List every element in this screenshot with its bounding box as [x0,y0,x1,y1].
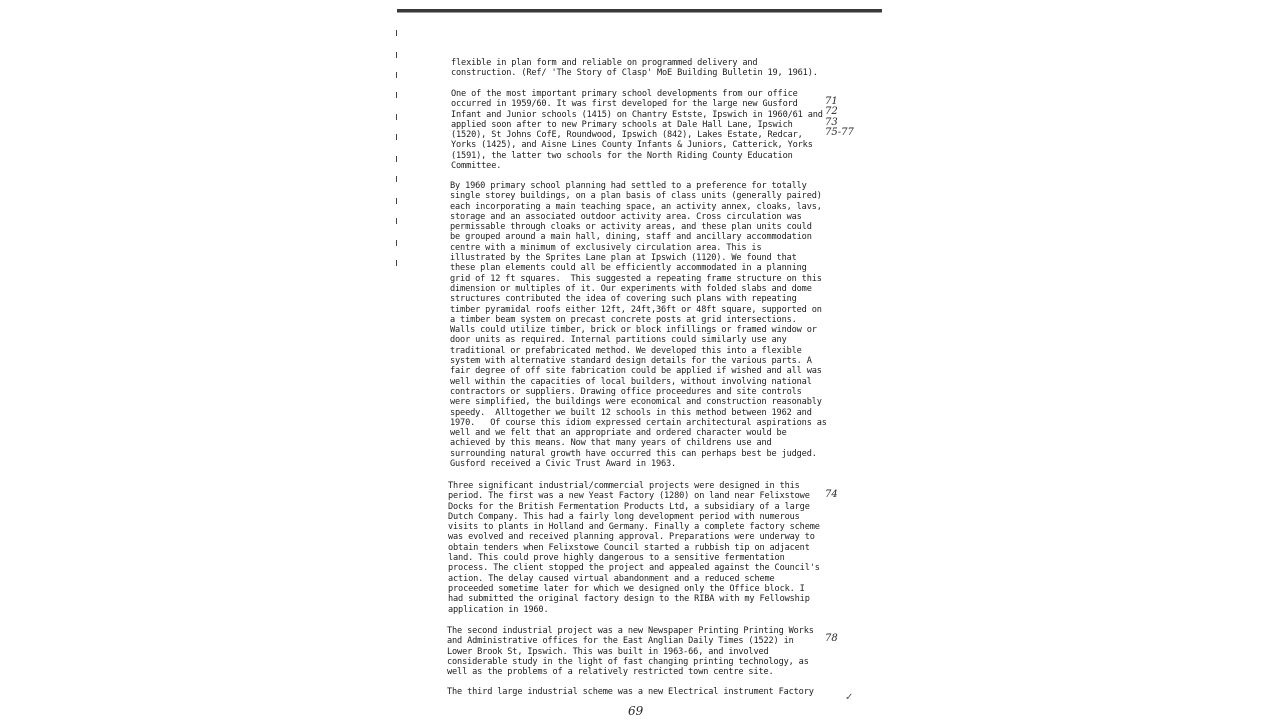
margin-note: 71 72 73 75-77 [825,96,854,139]
binding-mark [396,156,397,162]
paragraph: One of the most important primary school developments from our office occurred in 1959/60. It was first developed for the large new Gusford Infant and Junior schools (1415) on Chantry Estste, Ipswich in 1960/61 and applied soon after to new Primary schools at Dale Hall Lane, Ipswich (1520), St Johns CofE, Roundwood, Ipswich (842), Lakes Estate, Redcar, Yorks (1425), and Aisne Lines County Infants & Juniors, Catterick, Yorks (1591), the latter two schools for the North Riding County Education Committee. [451,89,823,172]
margin-note: 78 [825,633,838,644]
margin-note: 74 [825,489,838,500]
binding-mark [396,114,397,120]
binding-mark [396,240,397,246]
binding-mark [396,72,397,78]
check-mark-icon: ✓ [845,692,854,703]
paragraph: Three significant industrial/commercial projects were designed in this period. The first was a new Yeast Factory (1280) on land near Felixstowe Docks for the British Fermentation Products Ltd, a subsidiary of a large Dutch Company. This had a fairly long development period with numerous visits to plants in Holland and Germany. Finally a complete factory scheme was evolved and received planning approval. Preparations were underway to obtain tenders when Felixstowe Council started a rubbish tip on adjacent land. This could prove highly dangerous to a sensitive fermentation process. The client stopped the project and appealed against the Council's action. The delay caused virtual abandonment and a reduced scheme proceeded sometime later for which we designed only the Office block. I had submitted the original factory design to the RIBA with my Fellowship application in 1960. [448,481,820,615]
page-number: 69 [628,704,644,718]
paragraph: The second industrial project was a new Newspaper Printing Printing Works and Administrative offices for the East Anglian Daily Times (1522) in Lower Brook St, Ipswich. This was built in 1963-66, and involved considerable study in the light of fast changing printing technology, as well as the problems of a relatively restricted town centre site. [447,626,814,678]
binding-mark [396,260,397,266]
binding-mark [396,176,397,182]
binding-mark [396,30,397,36]
paragraph: The third large industrial scheme was a new Electrical instrument Factory [447,687,814,697]
binding-mark [396,92,397,98]
top-rule [397,9,882,13]
binding-mark [396,218,397,224]
binding-mark [396,198,397,204]
paragraph: By 1960 primary school planning had settled to a preference for totally single storey buildings, on a plan basis of class units (generally paired) each incorporating a main teaching space, an activity annex, cloaks, lavs, storage and an associated outdoor activity area. Cross circulation was permissable through cloaks or activity areas, and these plan units could be grouped around a main hall, dining, staff and ancillary accommodation centre with a minimum of exclusively circulation area. This is illustrated by the Sprites Lane plan at Ipswich (1120). We found that these plan elements could all be efficiently accommodated in a planning grid of 12 ft squares. This suggested a repeating frame structure on this dimension or multiples of it. Our experiments with folded slabs and dome structures contributed the idea of covering such plans with repeating timber pyramidal roofs either 12ft, 24ft,36ft or 48ft square, supported on a timber beam system on precast concrete posts at grid intersections. Walls could utilize timber, brick or block infillings or framed window or door units as required. Internal partitions could similarly use any traditional or prefabricated method. We developed this into a flexible system with alternative standard design details for the various parts. A fair degree of off site fabrication could be applied if wished and all was well within the capacities of local builders, without involving national contractors or suppliers. Drawing office proceedures and site controls were simplified, the buildings were economical and construction reasonably speedy. Alltogether we built 12 schools in this method between 1962 and 1970. Of course this idiom expressed certain architectural aspirations as well and we felt that an appropriate and ordered character would be achieved by this means. Now that many years of childrens use and surrounding natural growth have occurred this can perhaps best be judged. Gusford received a Civic Trust Award in 1963. [450,181,827,470]
paragraph: flexible in plan form and reliable on programmed delivery and construction. (Ref/ 'The Story of Clasp' MoE Building Bulletin 19, 1961). [451,58,818,79]
binding-mark [396,134,397,140]
binding-mark [396,52,397,58]
